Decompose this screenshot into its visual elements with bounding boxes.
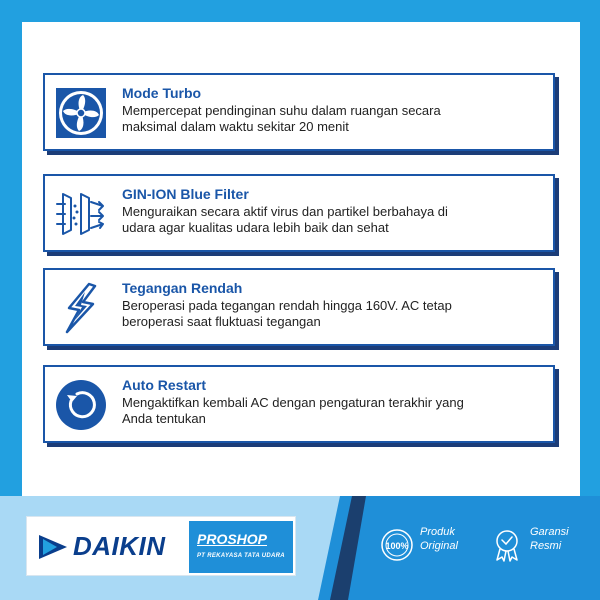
brand-name: DAIKIN bbox=[73, 531, 166, 561]
feature-card-turbo bbox=[43, 73, 555, 151]
award-ribbon-icon bbox=[490, 528, 524, 562]
badge-label: Original bbox=[420, 540, 458, 552]
footer-banner bbox=[0, 496, 600, 600]
feature-description-line: Mengaktifkan kembali AC dengan pengaturan terakhir yang bbox=[122, 395, 464, 410]
feature-description-line: beroperasi saat fluktuasi tegangan bbox=[122, 314, 321, 329]
feature-title: Auto Restart bbox=[122, 377, 207, 393]
feature-description-line: maksimal dalam waktu sekitar 20 menit bbox=[122, 119, 349, 134]
feature-card-voltage bbox=[43, 268, 555, 346]
feature-title: Mode Turbo bbox=[122, 85, 202, 101]
badge-label: Produk bbox=[420, 526, 455, 538]
feature-description-line: Mempercepat pendinginan suhu dalam ruangan secara bbox=[122, 103, 441, 118]
feature-title: Tegangan Rendah bbox=[122, 280, 243, 296]
feature-description bbox=[122, 103, 542, 135]
feature-description-line: Menguraikan secara aktif virus dan partikel berbahaya di bbox=[122, 204, 448, 219]
badge-label: Garansi bbox=[530, 526, 569, 538]
feature-description-line: udara agar kualitas udara lebih baik dan sehat bbox=[122, 220, 389, 235]
daikin-logo-icon bbox=[39, 535, 67, 559]
feature-title: GIN-ION Blue Filter bbox=[122, 186, 249, 202]
feature-description-line: Anda tentukan bbox=[122, 411, 206, 426]
feature-description bbox=[122, 395, 542, 427]
shop-company: PT REKAYASA TATA UDARA bbox=[197, 553, 285, 559]
badge-label: Resmi bbox=[530, 540, 562, 552]
feature-description bbox=[122, 204, 542, 236]
air-filter-icon bbox=[55, 188, 107, 240]
proshop-logo bbox=[189, 521, 293, 573]
logo-box bbox=[26, 516, 296, 576]
frame-top-border bbox=[0, 0, 600, 22]
feature-description-line: Beroperasi pada tegangan rendah hingga 160V. AC tetap bbox=[122, 298, 452, 313]
restart-icon bbox=[55, 379, 107, 431]
fan-icon bbox=[55, 87, 107, 139]
feature-card-restart bbox=[43, 365, 555, 443]
lightning-bolt-icon bbox=[55, 282, 107, 334]
badge-100-text: 100% bbox=[385, 541, 409, 551]
feature-card-filter bbox=[43, 174, 555, 252]
shop-name: PROSHOP bbox=[197, 531, 268, 547]
feature-description bbox=[122, 298, 542, 330]
badge-100-icon bbox=[380, 528, 414, 562]
